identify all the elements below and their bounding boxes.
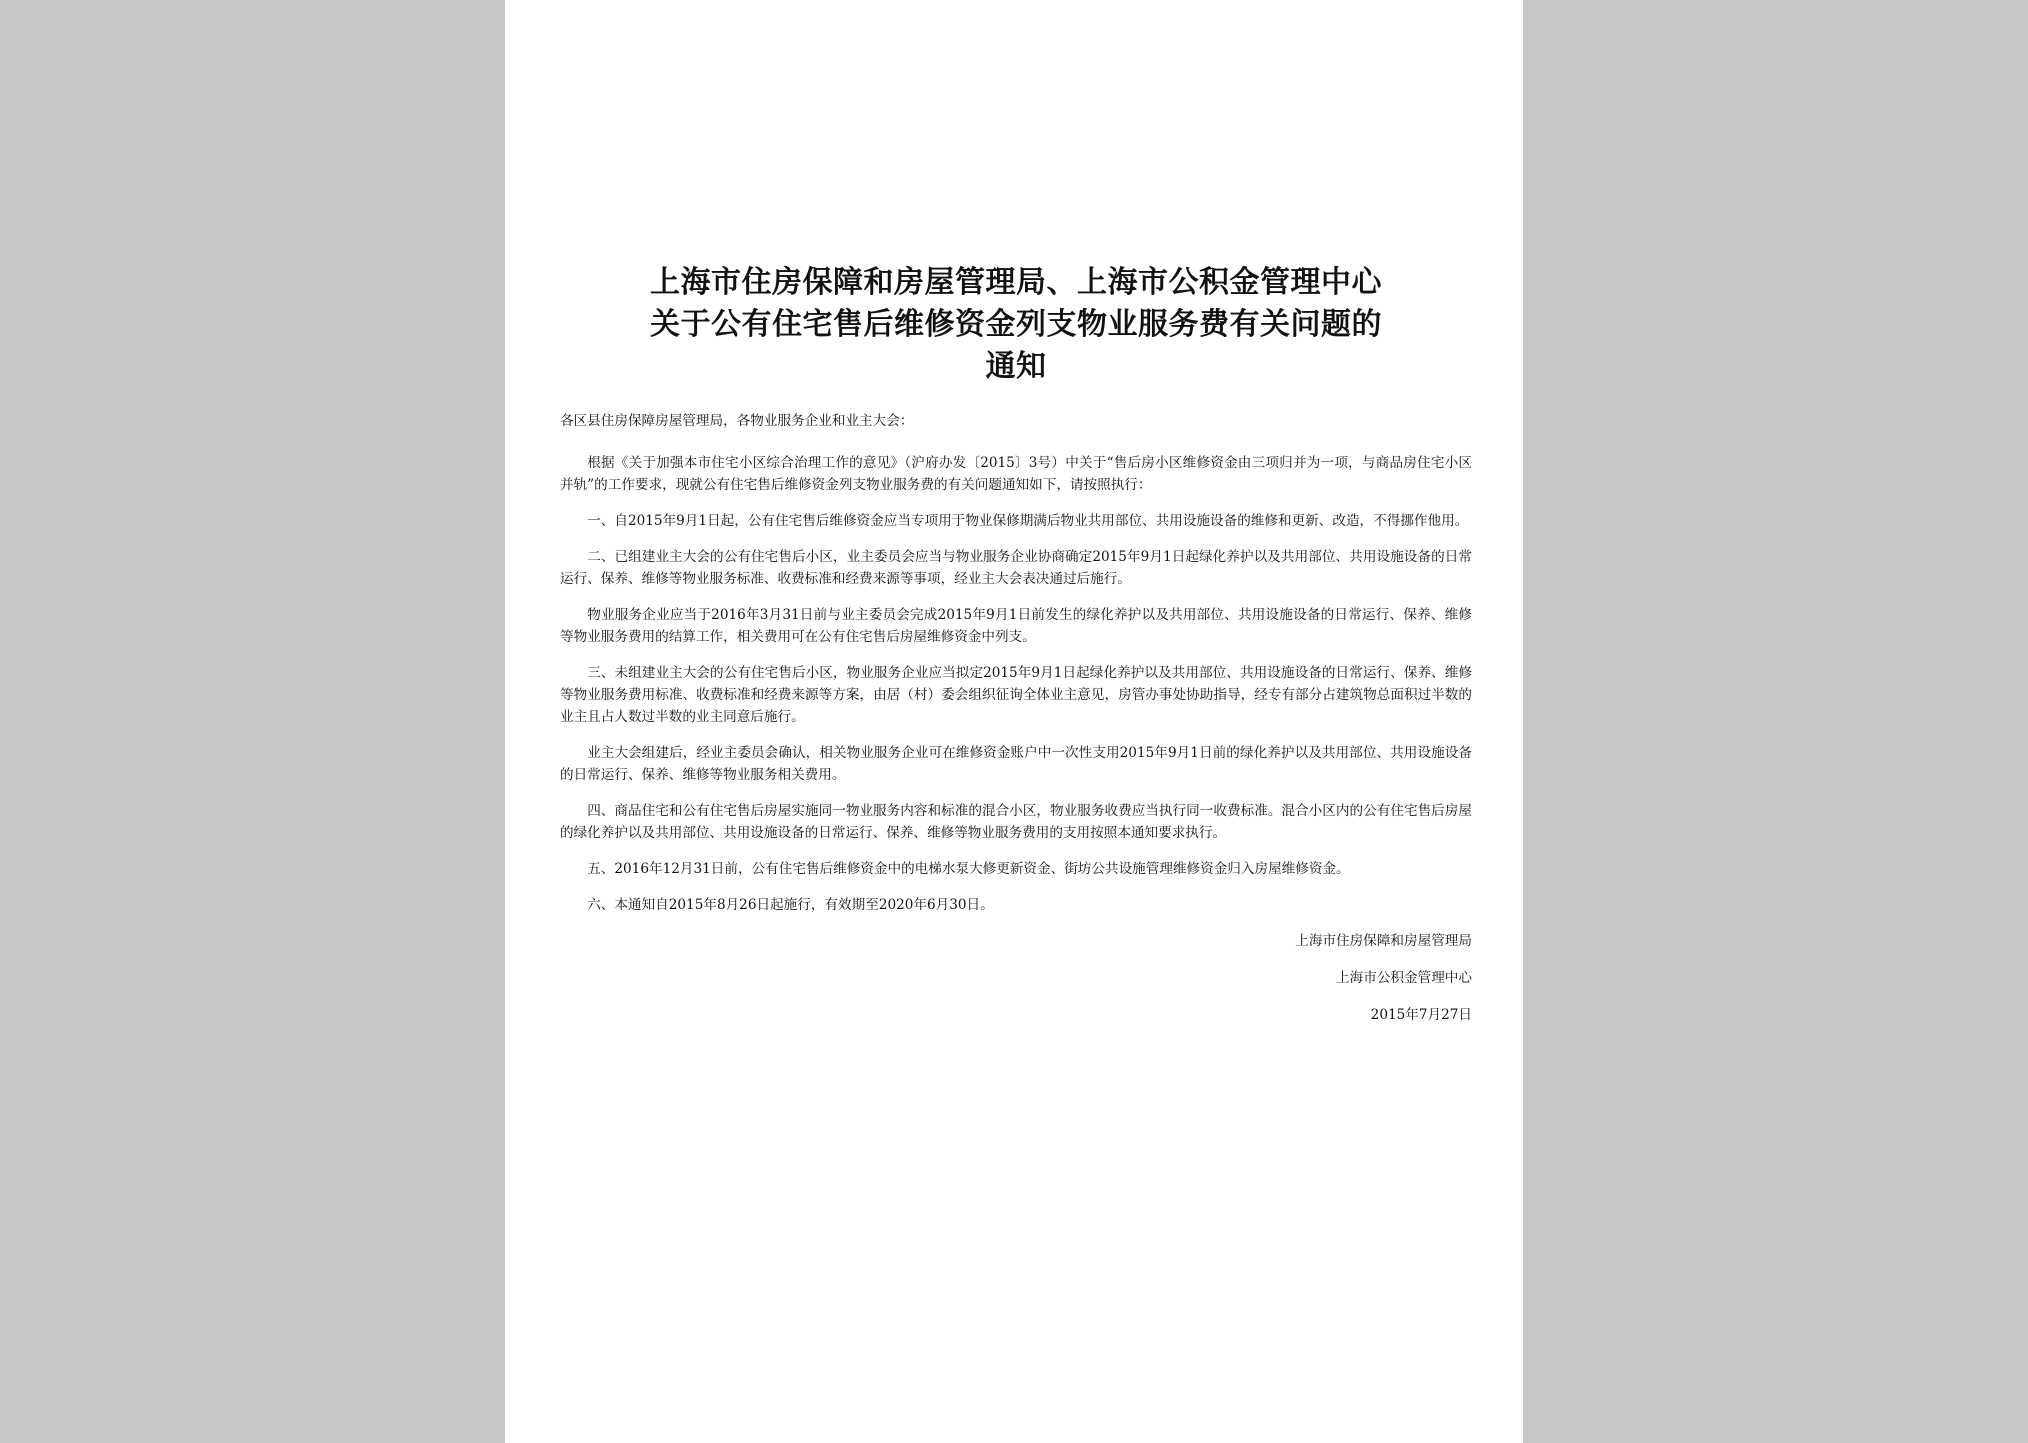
document-title <box>560 262 1472 388</box>
title-line: 上海市住房保障和房屋管理局、上海市公积金管理中心 <box>650 265 1382 300</box>
title-line: 通知 <box>985 349 1047 384</box>
paragraph-item-5: 五、2016年12月31日前，公有住宅售后维修资金中的电梯水泵大修更新资金、街坊公共设施管理维修资金归入房屋维修资金。 <box>587 861 1350 877</box>
salutation: 各区县住房保障房屋管理局，各物业服务企业和业主大会： <box>560 413 914 429</box>
title-line: 关于公有住宅售后维修资金列支物业服务费有关问题的 <box>650 307 1382 342</box>
paragraph-item-2: 二、已组建业主大会的公有住宅售后小区，业主委员会应当与物业服务企业协商确定2015年9月1日起绿化养护以及共用部位、共用设施设备的日常运行、保养、维修等物业服务标准、收费标准和经费来源等事项，经业主大会表决通过后施行。 <box>560 549 1472 587</box>
paragraph-item-3-supplement: 业主大会组建后，经业主委员会确认，相关物业服务企业可在维修资金账户中一次性支用2015年9月1日前的绿化养护以及共用部位、共用设施设备的日常运行、保养、维修等物业服务相关费用。 <box>560 745 1472 783</box>
issuer-housing-bureau: 上海市住房保障和房屋管理局 <box>1295 933 1472 949</box>
paragraph-item-4: 四、商品住宅和公有住宅售后房屋实施同一物业服务内容和标准的混合小区，物业服务收费应当执行同一收费标准。混合小区内的公有住宅售后房屋的绿化养护以及共用部位、共用设施设备的日常运行、保养、维修等物业服务费用的支用按照本通知要求执行。 <box>560 803 1472 841</box>
document-page <box>505 0 1523 1443</box>
issuer-fund-center: 上海市公积金管理中心 <box>1336 970 1472 986</box>
document-content <box>560 262 1472 1026</box>
paragraph-item-1: 一、自2015年9月1日起，公有住宅售后维修资金应当专项用于物业保修期满后物业共用部位、共用设施设备的维修和更新、改造，不得挪作他用。 <box>587 513 1469 529</box>
issue-date: 2015年7月27日 <box>1370 1007 1472 1023</box>
paragraph-item-6: 六、本通知自2015年8月26日起施行，有效期至2020年6月30日。 <box>587 897 994 913</box>
paragraph-item-3: 三、未组建业主大会的公有住宅售后小区，物业服务企业应当拟定2015年9月1日起绿化养护以及共用部位、共用设施设备的日常运行、保养、维修等物业服务费用标准、收费标准和经费来源等方案，由居（村）委会组织征询全体业主意见，房管办事处协助指导，经专有部分占建筑物总面积过半数的业主且占人数过半数的业主同意后施行。 <box>560 665 1472 725</box>
paragraph-item-2-supplement: 物业服务企业应当于2016年3月31日前与业主委员会完成2015年9月1日前发生的绿化养护以及共用部位、共用设施设备的日常运行、保养、维修等物业服务费用的结算工作，相关费用可在公有住宅售后房屋维修资金中列支。 <box>560 607 1472 645</box>
paragraph-intro: 根据《关于加强本市住宅小区综合治理工作的意见》（沪府办发〔2015〕3号）中关于“售后房小区维修资金由三项归并为一项，与商品房住宅小区并轨”的工作要求，现就公有住宅售后维修资金列支物业服务费的有关问题通知如下，请按照执行： <box>560 455 1472 493</box>
